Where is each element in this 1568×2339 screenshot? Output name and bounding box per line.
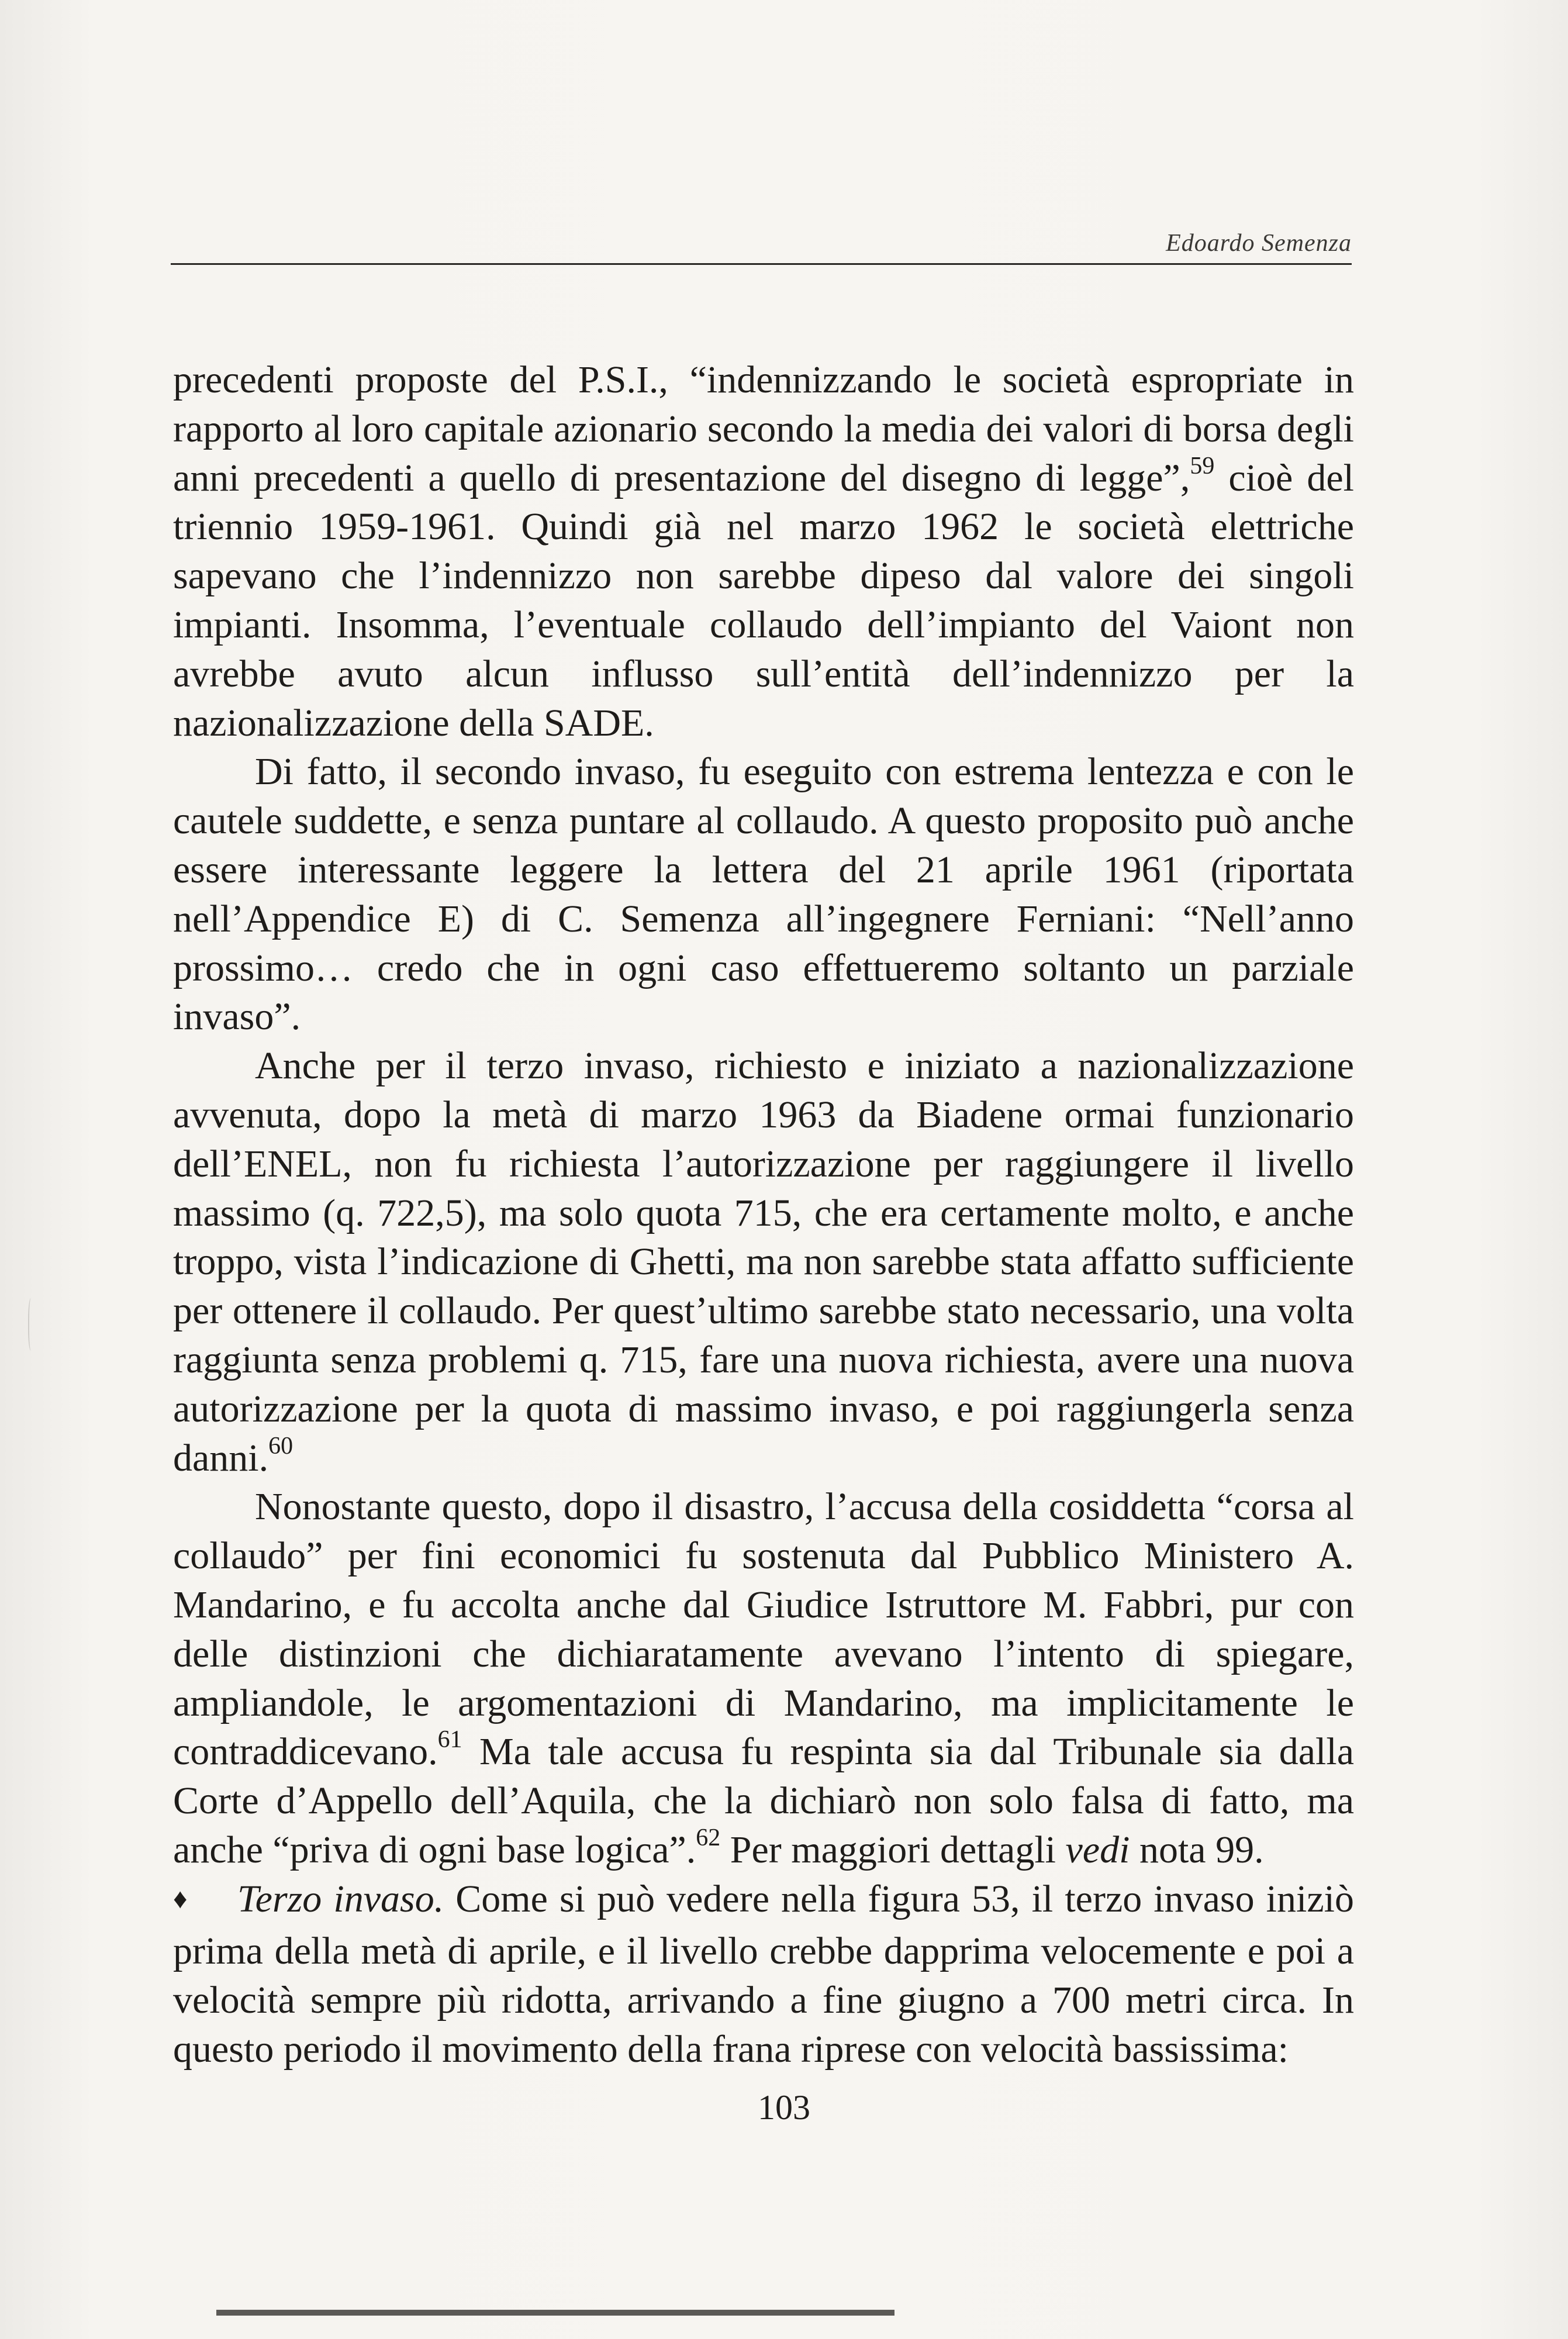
paragraph-4-emphasis: vedi [1065,1828,1130,1871]
page-edge-mark [28,1298,35,1351]
bottom-binding-edge [216,2310,894,2316]
paragraph-3-text: Anche per il terzo invaso, richiesto e iniziato a nazionalizzazione avvenuta, dopo la metà di marzo 1963 da Biadene ormai funzionario dell’ENEL, non fu richiesta l’autorizzazione per raggiungere il livello massimo (q. 722,5), ma solo quota 715, che era certamente molto, e anche troppo, vista l’indicazione di Ghetti, ma non sarebbe stata affatto sufficiente per ottenere il collaudo. Per quest’ultimo sarebbe stato necessario, una volta raggiunta senza problemi q. 715, fare una nuova richiesta, avere una nuova autorizzazione per la quota di massimo invaso, e poi raggiungerla senza danni. [173,1044,1354,1479]
section-lead: Terzo invaso. [237,1877,444,1920]
paragraph-4-tail-a: Per maggiori dettagli [720,1828,1066,1871]
paragraph-5-text: Come si può vedere nella figura 53, il terzo invaso iniziò prima della metà di aprile, e il livello crebbe dapprima velocemente e poi a velocità sempre più ridotta, arrivando a fine giugno a 700 metri circa. In questo periodo il movimento della frana riprese con velocità bassissima: [173,1877,1354,2071]
footnote-ref-59: 59 [1190,452,1215,479]
paragraph-2 [173,747,1354,1041]
footnote-ref-61: 61 [437,1726,462,1754]
paragraph-1 [173,356,1354,747]
paragraph-4-mid: Ma tale accusa fu respinta sia dal Tribunale sia dalla Corte d’Appello dell’Aquila, che la dichiarò non solo falsa di fatto, ma anche “priva di ogni base logica”. [173,1730,1354,1871]
page-number: 103 [758,2088,810,2127]
paragraph-4-text: Nonostante questo, dopo il disastro, l’accusa della cosiddetta “corsa al collaudo” per fini economici fu sostenuta dal Pubblico Ministero A. Mandarino, e fu accolta anche dal Giudice Istruttore M. Fabbri, pur con delle distinzioni che dichiaratamente avevano l’intento di spiegare, ampliandole, le argomentazioni di Mandarino, ma implicitamente le contraddicevano. [173,1485,1354,1774]
paragraph-1-text: precedenti proposte del P.S.I., “indennizzando le società espropriate in rapporto al loro capitale azionario secondo la media dei valori di borsa degli anni precedenti a quello di presentazione del disegno di legge”, [173,358,1354,499]
footnote-ref-62: 62 [696,1824,721,1851]
paragraph-2-text: Di fatto, il secondo invaso, fu eseguito con estrema lentezza e con le cautele suddette, e senza puntare al collaudo. A questo proposito può anche essere interessante leggere la lettera del 21 aprile 1961 (riportata nell’Appendice E) di C. Semenza all’ingegnere Ferniani: “Nell’anno prossimo… credo che in ogni caso effettueremo soltanto un parziale invaso”. [173,750,1354,1039]
running-head: Edoardo Semenza [1166,230,1352,257]
paragraph-1-tail: cioè del triennio 1959-1961. Quindi già nel marzo 1962 le società elettriche sapevano che l’indennizzo non sarebbe dipeso dal valore dei singoli impianti. Insomma, l’eventuale collaudo dell’impianto del Vaiont non avrebbe avuto alcun influsso sull’entità dell’indennizzo per la nazionalizzazione della SADE. [173,456,1354,744]
paragraph-5 [173,1875,1354,2074]
body-text [173,356,1354,2074]
footnote-ref-60: 60 [268,1432,293,1460]
paragraph-3 [173,1041,1354,1482]
header-rule [171,263,1352,265]
diamond-bullet-icon: ♦ [173,1883,188,1914]
paragraph-4 [173,1482,1354,1874]
paragraph-4-tail-b: nota 99. [1130,1828,1264,1871]
